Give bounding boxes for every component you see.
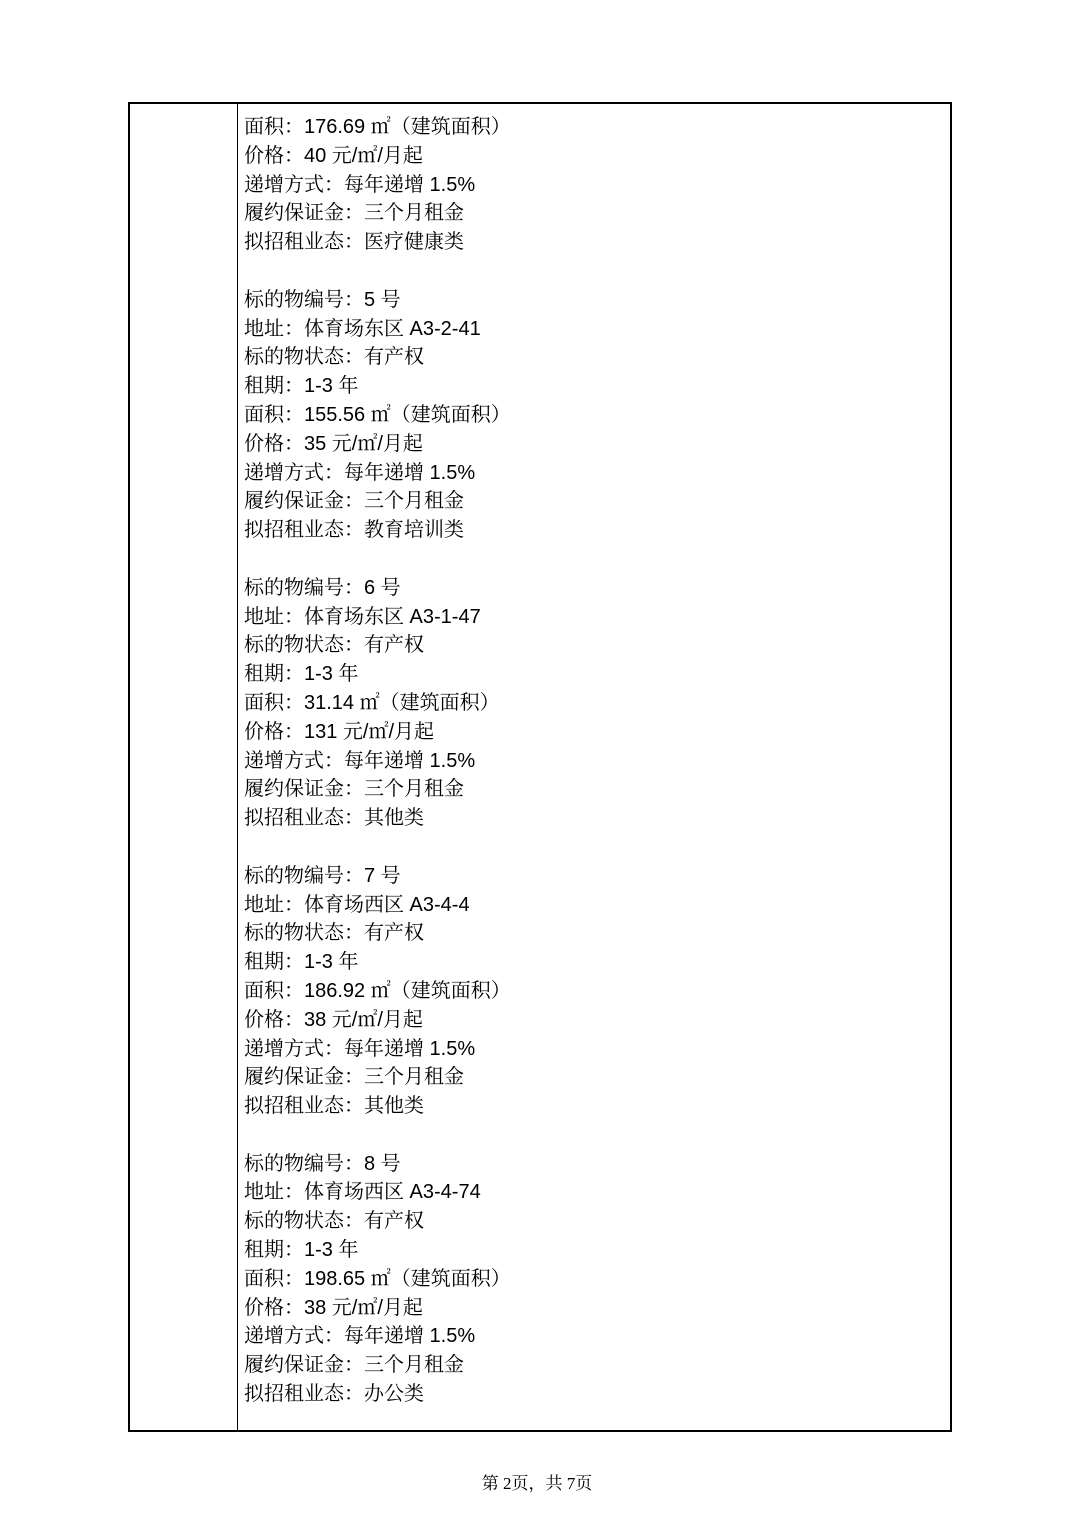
table-left-cell xyxy=(130,104,238,1430)
listing-line: 履约保证金：三个月租金 xyxy=(244,490,464,513)
listing-line: 标的物编号：5 号 xyxy=(244,288,401,311)
listing-line: 标的物编号：6 号 xyxy=(244,576,401,599)
listing-line: 拟招租业态：办公类 xyxy=(244,1383,424,1406)
listing-line: 价格：38 元/㎡/月起 xyxy=(244,1296,423,1319)
listing-line: 递增方式：每年递增 1.5% xyxy=(244,1325,476,1348)
listing-6 xyxy=(244,574,938,833)
listing-7 xyxy=(244,862,938,1121)
listing-line: 拟招租业态：其他类 xyxy=(244,807,424,830)
listing-4-continuation xyxy=(244,113,938,257)
listing-line: 面积：31.14 ㎡（建筑面积） xyxy=(244,691,500,714)
listing-line: 拟招租业态：医疗健康类 xyxy=(244,231,464,254)
listing-line: 价格：35 元/㎡/月起 xyxy=(244,432,423,455)
listing-line: 履约保证金：三个月租金 xyxy=(244,1354,464,1377)
listing-line: 地址：体育场东区 A3-1-47 xyxy=(244,605,481,628)
listing-line: 价格：40 元/㎡/月起 xyxy=(244,144,423,167)
listing-line: 履约保证金：三个月租金 xyxy=(244,1066,464,1089)
listing-line: 面积：186.92 ㎡（建筑面积） xyxy=(244,979,511,1002)
listing-line: 地址：体育场西区 A3-4-74 xyxy=(244,1181,481,1204)
listing-line: 递增方式：每年递增 1.5% xyxy=(244,173,476,196)
listing-line: 面积：198.65 ㎡（建筑面积） xyxy=(244,1267,511,1290)
listing-line: 标的物编号：7 号 xyxy=(244,864,401,887)
listing-line: 租期：1-3 年 xyxy=(244,663,359,686)
listing-line: 价格：38 元/㎡/月起 xyxy=(244,1008,423,1031)
listing-line: 拟招租业态：其他类 xyxy=(244,1095,424,1118)
listing-line: 价格：131 元/㎡/月起 xyxy=(244,720,435,743)
listing-line: 地址：体育场西区 A3-4-4 xyxy=(244,893,470,916)
listing-line: 面积：155.56 ㎡（建筑面积） xyxy=(244,403,511,426)
listing-line: 递增方式：每年递增 1.5% xyxy=(244,1037,476,1060)
listing-line: 租期：1-3 年 xyxy=(244,951,359,974)
listing-5 xyxy=(244,286,938,545)
listings-table xyxy=(128,102,952,1432)
listing-line: 标的物状态：有产权 xyxy=(244,1210,424,1233)
listing-line: 履约保证金：三个月租金 xyxy=(244,778,464,801)
listing-line: 递增方式：每年递增 1.5% xyxy=(244,749,476,772)
page-footer: 第 2页，共 7页 xyxy=(481,1474,593,1493)
listing-line: 拟招租业态：教育培训类 xyxy=(244,519,464,542)
listing-line: 递增方式：每年递增 1.5% xyxy=(244,461,476,484)
listing-line: 履约保证金：三个月租金 xyxy=(244,202,464,225)
listing-line: 租期：1-3 年 xyxy=(244,375,359,398)
table-content-cell xyxy=(238,104,950,1430)
listing-line: 标的物状态：有产权 xyxy=(244,922,424,945)
listing-line: 标的物状态：有产权 xyxy=(244,346,424,369)
listing-line: 地址：体育场东区 A3-2-41 xyxy=(244,317,481,340)
listing-line: 面积：176.69 ㎡（建筑面积） xyxy=(244,116,511,138)
listing-line: 标的物状态：有产权 xyxy=(244,634,424,657)
listing-line: 标的物编号：8 号 xyxy=(244,1152,401,1175)
listing-8 xyxy=(244,1150,938,1409)
listing-line: 租期：1-3 年 xyxy=(244,1239,359,1262)
